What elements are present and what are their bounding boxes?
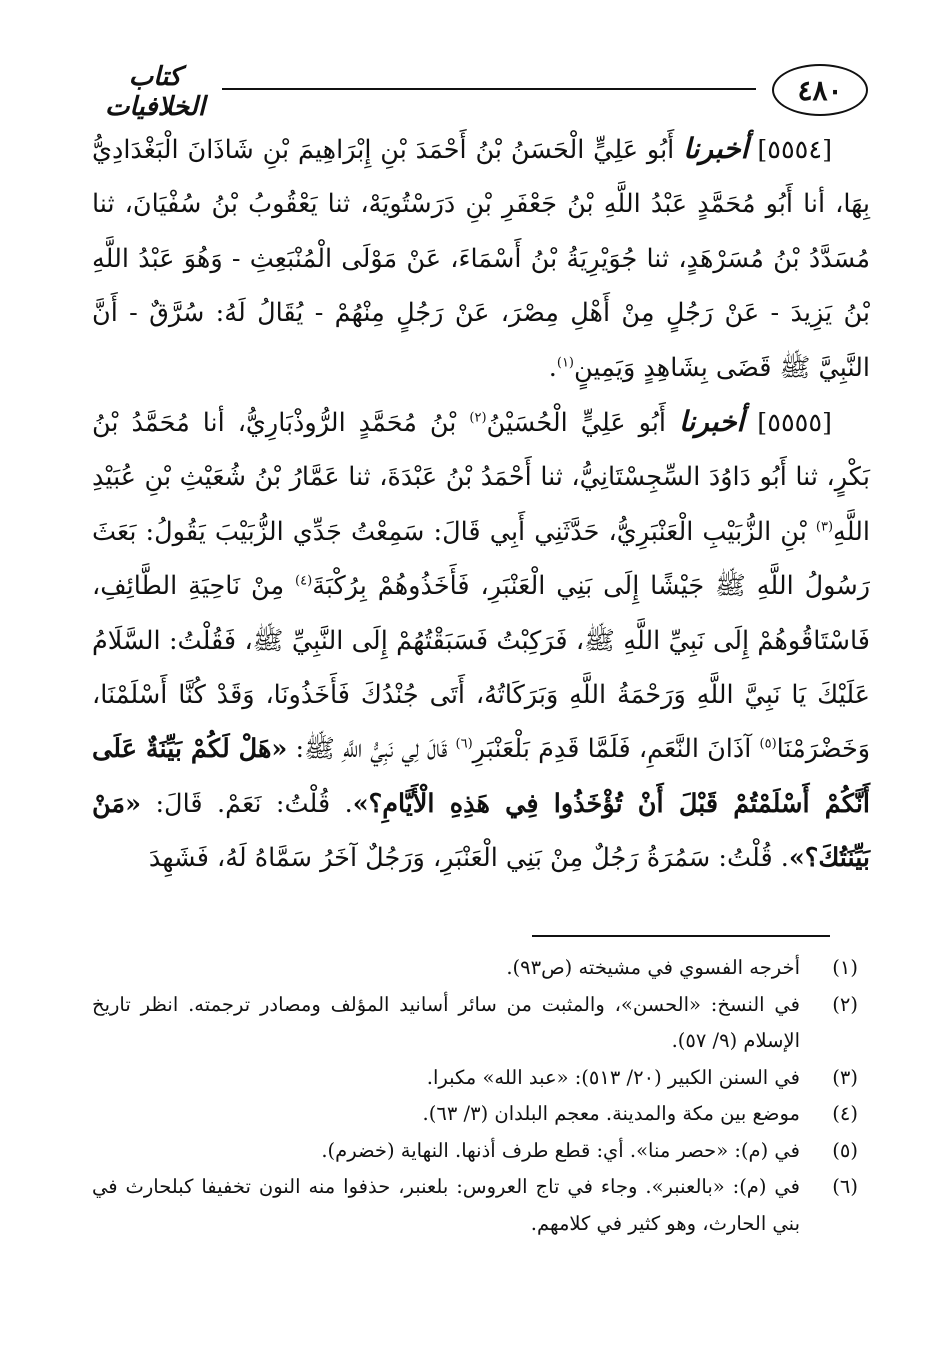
footnote-item (92, 950, 858, 987)
book-title: كتاب الخلافيات (104, 62, 206, 122)
footnotes (92, 950, 858, 1242)
footnote-item (92, 1133, 858, 1170)
prophet-quote: «هَلْ لَكُمْ بَيِّنَةٌ عَلَى أَنَّكُمْ أَسْلَمْتُمْ قَبْلَ أَنْ تُؤْخَذُوا فِي هَذِهِ الْأَيَّامِ؟» (92, 734, 870, 819)
footnote-item (92, 987, 858, 1060)
footnote-number: (١) (832, 956, 858, 979)
main-text (92, 122, 870, 886)
akhbarana-keyword: أخبرنا (678, 405, 745, 439)
footnote-ref: (١) (556, 355, 574, 371)
footnote-text: في النسخ: «الحسن»، والمثبت من سائر أسانيد المؤلف ومصادر ترجمته. انظر تاريخ الإسلام (٩/ ٥٧). (92, 992, 800, 1052)
footnote-number: (٣) (832, 1065, 858, 1089)
footnote-separator (532, 935, 830, 937)
footnote-number: (٥) (832, 1138, 858, 1162)
hadith-text: بْنِ الزُّبَيْبِ الْعَنْبَرِيُّ، حَدَّثَنِي أَبِي قَالَ: سَمِعْتُ جَدِّي الزُّبَيْبَ يَقُولُ: بَعَثَ رَسُولُ اللَّهِ ﷺ جَيْشًا إِلَى بَنِي الْعَنْبَرِ، فَأَخَذُوهُمْ بِرُكْبَةَ (92, 516, 871, 602)
hadith-text: آذَانَ النَّعَمِ، فَلَمَّا قَدِمَ بَلْعَنْبَرِ (472, 734, 752, 765)
prophet-quote: «مَنْ بَيِّنَتُكَ؟» (92, 788, 870, 874)
hadith-text: بْنُ مُحَمَّدٍ الرُّوذْبَارِيُّ، أنا مُحَمَّدُ بْنُ بَكْرٍ، ثنا أَبُو دَاوُدَ السِّجِسْتَانِيُّ، ثنا أَحْمَدُ بْنُ عَبْدَةَ، ثنا عَمَّارُ بْنُ شُعَيْثِ بْنِ عُبَيْدِ اللَّهِ (92, 408, 871, 547)
hadith-text: أَبُو عَلِيٍّ الْحُسَيْنُ (486, 408, 666, 439)
hadith-text: أَبُو عَلِيٍّ الْحَسَنُ بْنُ أَحْمَدَ بْنِ إِبْرَاهِيمَ بْنِ شَاذَانَ الْبَغْدَادِيُّ بِهَا، أنا أَبُو مُحَمَّدٍ عَبْدُ اللَّهِ بْنُ جَعْفَرِ بْنِ دَرَسْتُويَهْ، ثنا يَعْقُوبُ بْنُ سُفْيَانَ، ثنا مُسَدَّدُ بْنُ مُسَرْهَدٍ، ثنا جُوَيْرِيَةُ بْنُ أَسْمَاءَ، عَنْ مَوْلَى الْمُنْبَعِثِ - وَهُوَ عَبْدُ اللَّهِ بْنُ يَزِيدَ - عَنْ رَجُلٍ مِنْ أَهْلِ مِصْرَ، عَنْ رَجُلٍ مِنْهُمْ - يُقَالُ لَهُ: سُرَّقٌ - أَنَّ النَّبِيَّ ﷺ قَضَى بِشَاهِدٍ وَيَمِينٍ (92, 135, 870, 383)
footnote-item (92, 1096, 858, 1133)
footnote-number: (٦) (832, 1175, 858, 1198)
page-number: ٤٨٠ (772, 64, 868, 116)
hadith-text: قَالَ لِي نَبِيُّ اللَّهِ ﷺ: (295, 734, 448, 765)
hadith-number: [٥٥٥٤] (757, 135, 833, 165)
footnote-text: موضع بين مكة والمدينة. معجم البلدان (٣/ ٦٣). (422, 1102, 800, 1125)
hadith-text: . قُلْتُ: سَمُرَةُ رَجُلٌ مِنْ بَنِي الْعَنْبَرِ، وَرَجُلٌ آخَرُ سَمَّاهُ لَهُ، فَشَهِدَ (148, 843, 789, 874)
hadith-text: مِنْ نَاحِيَةِ الطَّائِفِ، فَاسْتَاقُوهُمْ إِلَى نَبِيِّ اللَّهِ ﷺ، فَرَكِبْتُ فَسَبَقْتُهُمْ إِلَى النَّبِيِّ ﷺ، فَقُلْتُ: السَّلَامُ عَلَيْكَ يَا نَبِيَّ اللَّهِ وَرَحْمَةُ اللَّهِ وَبَرَكَاتُهُ، أَتَى جُنْدُكَ فَأَخَذُونَا، وَقَدْ كُنَّا أَسْلَمْنَا، وَخَضْرَمْنَا (92, 571, 871, 765)
footnote-ref: (٢) (469, 410, 487, 426)
page-header (92, 60, 868, 120)
footnote-item (92, 1060, 858, 1097)
akhbarana-keyword: أخبرنا (683, 132, 749, 165)
footnote-ref: (٣) (815, 519, 834, 535)
footnote-number: (٤) (832, 1102, 858, 1125)
footnote-text: أخرجه الفسوي في مشيخته (ص٩٣). (506, 956, 800, 979)
header-rule (222, 88, 756, 90)
footnote-text: في (م): «بالعنبر». وجاء في تاج العروس: بلعنبر، حذفوا منه النون تخفيفا كبلحارث في بني الحارث، وهو كثير في كلامهم. (92, 1175, 800, 1235)
footnote-ref: (٤) (295, 573, 313, 589)
hadith-text: . (548, 352, 557, 383)
hadith-text: . قُلْتُ: نَعَمْ. قَالَ: (155, 788, 353, 819)
footnote-ref: (٦) (455, 736, 473, 752)
footnote-ref: (٥) (759, 736, 777, 752)
footnote-item (92, 1169, 858, 1242)
hadith-5555 (92, 395, 870, 886)
footnote-text: في السنن الكبير (٢٠/ ٥١٣): «عبد الله» مكبرا. (426, 1065, 800, 1089)
hadith-5554 (92, 122, 870, 395)
footnote-text: في (م): «حصر منا». أي: قطع طرف أذنها. النهاية (خضرم). (321, 1138, 800, 1162)
hadith-number: [٥٥٥٥] (757, 408, 832, 439)
footnote-number: (٢) (832, 992, 858, 1016)
